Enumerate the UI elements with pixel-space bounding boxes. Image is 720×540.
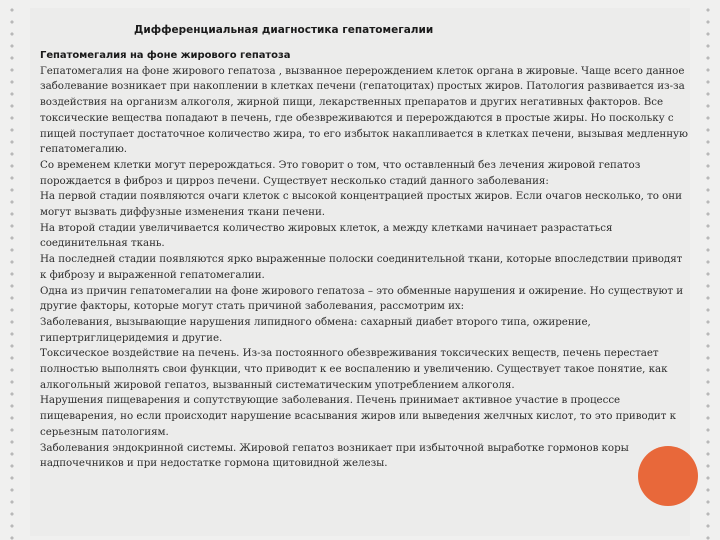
section-heading: Гепатомегалия на фоне жирового гепатоза xyxy=(40,50,291,61)
paragraph-endocrine-disorders: Заболевания эндокринной системы. Жировой гепатоз возникает при избыточной выработке гормонов коры надпочечников и при недостатке гормона щитовидной железы. xyxy=(40,441,629,470)
paragraph-stage-final: На последней стадии появляются ярко выраженные полоски соединительной ткани, которые впоследствии приводят к фиброзу и выраженной гепатомегалии. xyxy=(40,253,683,281)
paragraph-causes-intro: Одна из причин гепатомегалии на фоне жирового гепатоза – это обменные нарушения и ожирение. Но существуют и другие факторы, которые могут стать причиной заболевания, рассмотрим их: xyxy=(40,284,684,313)
paragraph-definition: Гепатомегалия на фоне жирового гепатоза , вызванное перерождением клеток органа в жировые. Чаще всего данное заболевание возникает при накоплении в клетках печени (гепатоцитах) простых жиров. Патология развивается из-за воздействия на организм алкоголя, жирной пищи, лекарственных препаратов и других негативных факторов. Все токсические вещества попадают в печень, где обезвреживаются и перерождаются в простые жиры. Но поскольку с пищей поступает достаточное количество жира, то его избыток накапливается в клетках печени, вызывая медленную гепатомегалию. xyxy=(40,64,688,156)
right-dotted-border xyxy=(702,0,714,540)
paragraph-lipid-disorders: Заболевания, вызывающие нарушения липидного обмена: сахарный диабет второго типа, ожирение, гипертриглицеридемия и другие. xyxy=(40,315,591,344)
paragraph-progression: Со временем клетки могут перерождаться. Это говорит о том, что оставленный без лечения жировой гепатоз порождается в фиброз и цирроз печени. Существует несколько стадий данного заболевания: xyxy=(40,158,641,187)
left-dotted-border xyxy=(6,0,18,540)
paragraph-stage-one: На первой стадии появляются очаги клеток с высокой концентрацией простых жиров. Если очагов несколько, то они могут вызвать диффузные изменения ткани печени. xyxy=(40,190,682,219)
paragraph-toxic-effect: Токсическое воздействие на печень. Из-за постоянного обезвреживания токсических веществ, печень перестает полностью выполнять свои функции, что приводит к ее воспалению и увеличению. Существует такое понятие, как алкогольный жировой гепатоз, вызванный систематическим употреблением алкоголя. xyxy=(40,347,668,391)
slide-title: Дифференциальная диагностика гепатомегалии xyxy=(134,24,434,36)
paragraph-stage-two: На второй стадии увеличивается количество жировых клеток, а между клетками начинает разрастаться соединительная ткань. xyxy=(40,221,613,250)
slide-inner xyxy=(30,8,690,536)
slide-body xyxy=(40,48,690,472)
paragraph-digestion-disorders: Нарушения пищеварения и сопутствующие заболевания. Печень принимает активное участие в процессе пищеварения, но если происходит нарушение всасывания жиров или выведения желчных кислот, то это приводит к серьезным патологиям. xyxy=(40,394,676,438)
